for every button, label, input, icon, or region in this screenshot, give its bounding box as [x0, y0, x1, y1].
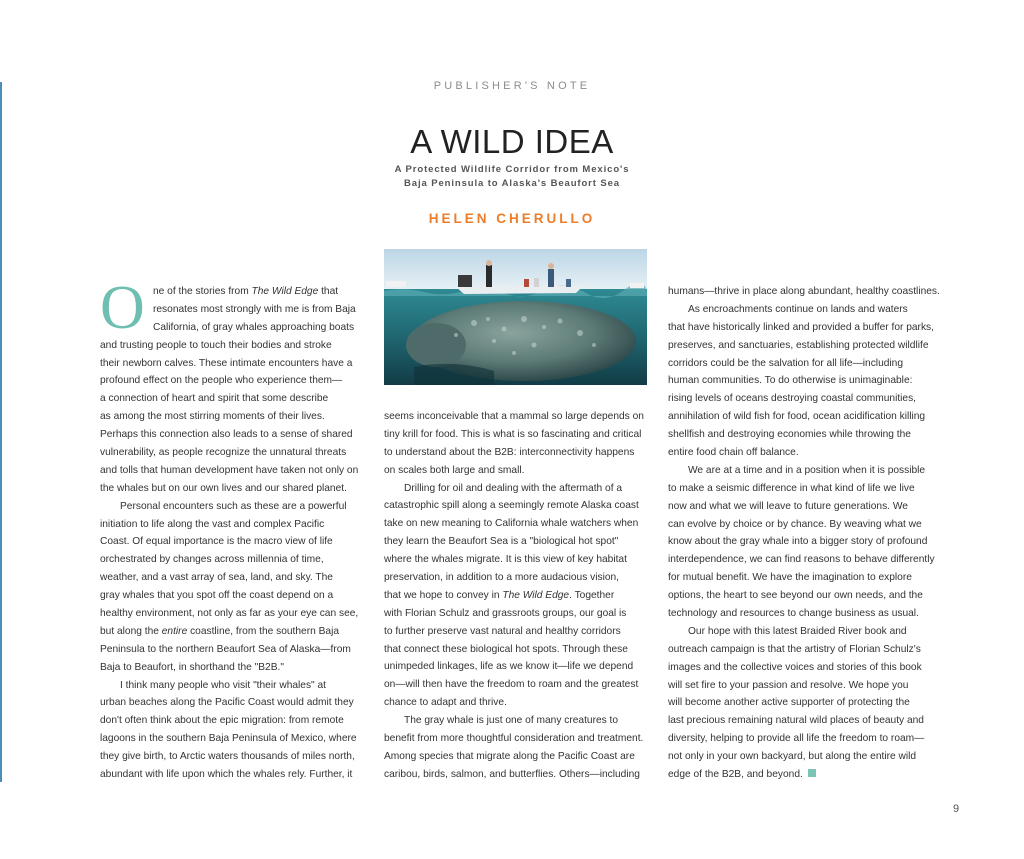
- text-line: annihilation of wild fish for food, ocean acidification killing: [668, 411, 926, 423]
- text-line: unimpeded linkages, life as we know it—life we depend: [384, 661, 634, 673]
- text-line: The gray whale is just one of many creatures to: [404, 715, 619, 727]
- text-line: gray whales that you spot off the coast depend on a: [100, 590, 334, 602]
- article-title: A WILD IDEA: [410, 123, 614, 160]
- text-line: to understand about the B2B: interconnectivity happens: [384, 446, 635, 458]
- text-line: Peninsula to the northern Beaufort Sea of Alaska—from: [100, 643, 351, 655]
- text-line: the whales but on our own lives and our shared planet.: [100, 482, 347, 494]
- text-line: can evolve by choice or by chance. By weaving what we: [668, 518, 922, 530]
- text-line: Among species that migrate along the Pacific Coast are: [384, 750, 635, 762]
- text-line: technology and resources to change business as usual.: [668, 608, 919, 620]
- text-line: As encroachments continue on lands and waters: [688, 303, 908, 315]
- column-2: [384, 408, 648, 784]
- text-line: seems inconceivable that a mammal so large depends on: [384, 411, 644, 422]
- text-line: edge of the B2B, and beyond.: [668, 766, 932, 784]
- text-line: entire food chain off balance.: [668, 447, 799, 459]
- text-line: now and what we will leave to future generations. We: [668, 500, 908, 512]
- end-mark-icon: [808, 769, 816, 777]
- subtitle-line: A Protected Wildlife Corridor from Mexico's: [394, 164, 630, 175]
- text-line: where the whales migrate. It is this view of key habitat: [384, 554, 627, 566]
- text-line: that we hope to convey in The Wild Edge. Together: [384, 589, 615, 601]
- text-line: diversity, helping to provide all life the freedom to roam—: [668, 733, 925, 745]
- text-line: healthy environment, not only as far as your eye can see,: [100, 608, 359, 620]
- text-line: corridors could be the salvation for all life—including: [668, 357, 903, 369]
- text-line: on—will then have the freedom to roam and the greatest: [384, 679, 639, 691]
- text-line: outreach campaign is that the artistry of Florian Schulz's: [668, 643, 921, 655]
- text-line: will become another active supporter of protecting the: [668, 697, 910, 709]
- text-line: orchestrated by changes across millennia of time,: [100, 554, 324, 566]
- text-line: California, of gray whales approaching boats: [153, 321, 355, 333]
- text-line: Personal encounters such as these are a powerful: [120, 500, 347, 512]
- text-line: to further preserve vast natural and healthy corridors: [384, 625, 621, 637]
- text-line: preserves, and sanctuaries, establishing protected wildlife: [668, 339, 929, 351]
- text-line: Baja to Beaufort, in shorthand the "B2B.": [100, 661, 284, 673]
- text-line: caribou, birds, salmon, and butterflies. Others—including: [384, 768, 640, 780]
- text-line: benefit from more thoughtful consideration and treatment.: [384, 733, 644, 745]
- column-3: [668, 283, 940, 784]
- whale-photo-icon: [384, 249, 647, 385]
- text-line: know about the gray whale into a bigger story of profound: [668, 536, 928, 548]
- text-line: on scales both large and small.: [384, 464, 525, 476]
- text-line: options, the heart to see beyond our own needs, and the: [668, 590, 923, 602]
- text-line: Drilling for oil and dealing with the aftermath of a: [404, 482, 623, 494]
- text-line: shellfish and destroying economies while throwing the: [668, 429, 911, 441]
- text-line: and trusting people to touch their bodies and stroke: [100, 339, 332, 351]
- text-line: ne of the stories from The Wild Edge that: [153, 286, 339, 297]
- text-line: preservation, in addition to a more audacious vision,: [384, 572, 620, 584]
- column-1: [100, 283, 362, 784]
- text-line: to make a seismic difference in what kind of life we live: [668, 482, 915, 494]
- text-line: We are at a time and in a position when it is possible: [688, 464, 926, 476]
- text-line: urban beaches along the Pacific Coast would admit they: [100, 697, 354, 709]
- text-line: as among the most stirring moments of their lives.: [100, 411, 325, 423]
- subtitle-line: Baja Peninsula to Alaska's Beaufort Sea: [404, 177, 620, 189]
- text-line: and tolls that human development have taken not only on: [100, 464, 359, 476]
- text-line: last precious remaining natural wild places of beauty and: [668, 715, 924, 727]
- article-subtitle: [0, 163, 1024, 190]
- text-line: don't often think about the epic migration: from remote: [100, 715, 344, 727]
- text-line: will set fire to your passion and resolve. We hope you: [668, 679, 909, 691]
- text-line: I think many people who visit "their whales" at: [120, 679, 326, 691]
- text-line: take on new meaning to California whale watchers when: [384, 518, 639, 530]
- drop-cap: O: [100, 274, 145, 342]
- text-line: humans—thrive in place along abundant, healthy coastlines.: [668, 286, 940, 297]
- text-line: images and the collective voices and stories of this book: [668, 661, 922, 673]
- text-line: tiny krill for food. This is what is so fascinating and critical: [384, 428, 642, 440]
- text-line: they give birth, to Arctic waters thousands of miles north,: [100, 751, 355, 763]
- text-line: Coast. Of equal importance is the macro view of life: [100, 536, 333, 548]
- text-line: vulnerability, as people recognize the unnatural threats: [100, 447, 347, 459]
- text-line: that connect these biological hot spots. Through these: [384, 643, 628, 655]
- text-line: weather, and a vast array of sea, land, and sky. The: [100, 572, 333, 584]
- text-line: abundant with life upon which the whales rely. Further, it: [100, 769, 353, 781]
- text-line: a connection of heart and spirit that some describe: [100, 393, 329, 405]
- text-line: human communities. To do otherwise is unimaginable:: [668, 375, 913, 387]
- section-label: PUBLISHER'S NOTE: [433, 80, 591, 92]
- text-line: with Florian Schulz and grassroots groups, our goal is: [384, 607, 627, 619]
- text-line: profound effect on the people who experience them—: [100, 375, 343, 387]
- text-line: chance to adapt and thrive.: [384, 697, 507, 709]
- page-number: 9: [953, 803, 960, 815]
- text-line: their newborn calves. These intimate encounters have a: [100, 357, 353, 369]
- text-line: Perhaps this connection also leads to a sense of shared: [100, 429, 353, 441]
- text-line: resonates most strongly with me is from Baja: [153, 303, 356, 315]
- text-line: rising levels of oceans destroying coastal communities,: [668, 393, 917, 405]
- text-line: catastrophic spill along a seemingly remote Alaska coast: [384, 500, 639, 512]
- text-line: that have historically linked and provided a buffer for parks,: [668, 321, 934, 333]
- text-line: they learn the Beaufort Sea is a "biological hot spot": [384, 536, 619, 548]
- author-byline: HELEN CHERULLO: [428, 211, 596, 226]
- text-line: not only in your own backyard, but along the entire wild: [668, 751, 917, 763]
- text-line: initiation to life along the vast and complex Pacific: [100, 518, 325, 530]
- text-line: for mutual benefit. We have the imagination to explore: [668, 572, 912, 584]
- text-line: Our hope with this latest Braided River book and: [688, 625, 907, 637]
- text-line: lagoons in the southern Baja Peninsula of Mexico, where: [100, 733, 357, 745]
- text-line: but along the entire coastline, from the southern Baja: [100, 625, 339, 637]
- text-line: interdependence, we can find reasons to behave differently: [668, 554, 935, 566]
